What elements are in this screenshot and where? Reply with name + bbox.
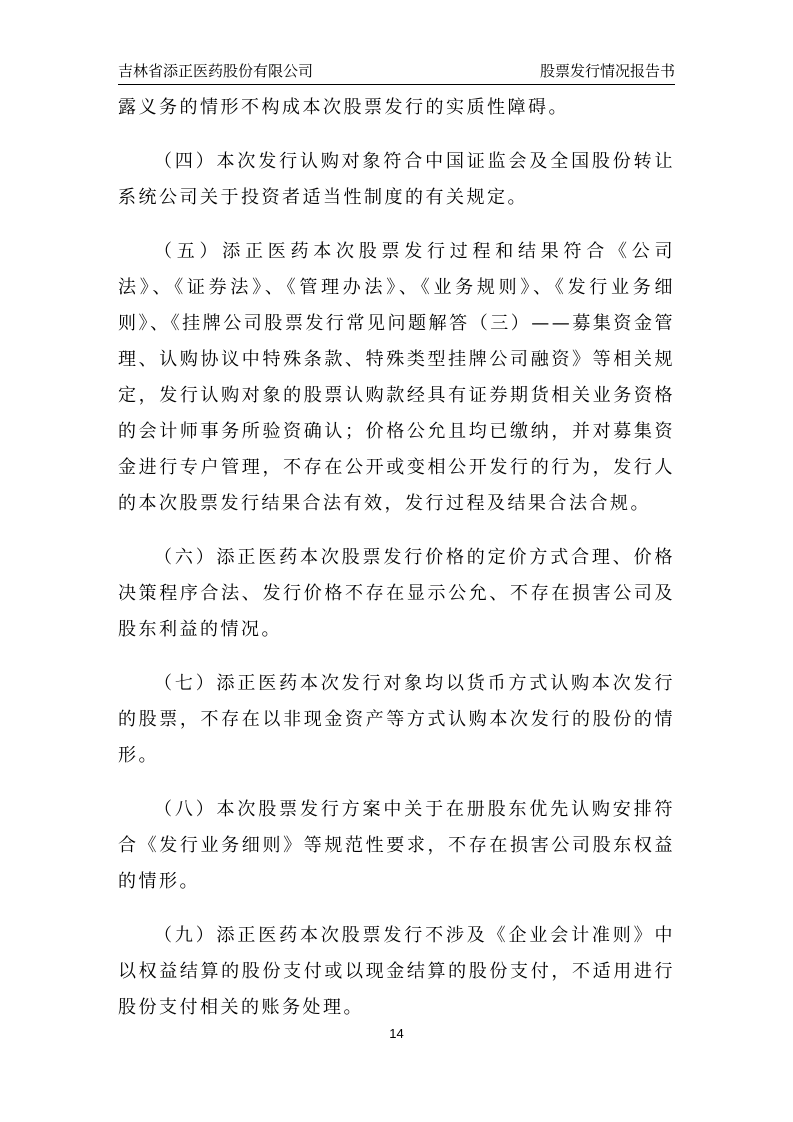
body-text [118,90,675,1044]
paragraph-item-8: （八）本次股票发行方案中关于在册股东优先认购安排符合《发行业务细则》等规范性要求，不存在损害公司股东权益的情形。 [118,799,675,892]
paragraph-item-9: （九）添正医药本次股票发行不涉及《企业会计准则》中以权益结算的股份支付或以现金结算的股份支付，不适用进行股份支付相关的账务处理。 [118,925,675,1018]
page-header [118,58,675,85]
paragraph-item-7: （七）添正医药本次发行对象均以货币方式认购本次发行的股票，不存在以非现金资产等方式认购本次发行的股份的情形。 [118,673,675,766]
paragraph-item-5: （五）添正医药本次股票发行过程和结果符合《公司法》、《证券法》、《管理办法》、《业务规则》、《发行业务细则》、《挂牌公司股票发行常见问题解答（三）——募集资金管理、认购协议中特殊条款、特殊类型挂牌公司融资》等相关规定，发行认购对象的股票认购款经具有证券期货相关业务资格的会计师事务所验资确认；价格公允且均已缴纳，并对募集资金进行专户管理，不存在公开或变相公开发行的行为，发行人的本次股票发行结果合法有效，发行过程及结果合法合规。 [118,241,675,514]
header-document-title: 股票发行情况报告书 [539,62,675,80]
paragraph-item-6: （六）添正医药本次股票发行价格的定价方式合理、价格决策程序合法、发行价格不存在显示公允、不存在损害公司及股东利益的情况。 [118,547,675,640]
page-number: 14 [389,1026,404,1041]
header-company-name: 吉林省添正医药股份有限公司 [118,62,314,80]
paragraph-continuation: 露义务的情形不构成本次股票发行的实质性障碍。 [118,97,569,118]
paragraph-item-4: （四）本次发行认购对象符合中国证监会及全国股份转让系统公司关于投资者适当性制度的有关规定。 [118,151,675,208]
